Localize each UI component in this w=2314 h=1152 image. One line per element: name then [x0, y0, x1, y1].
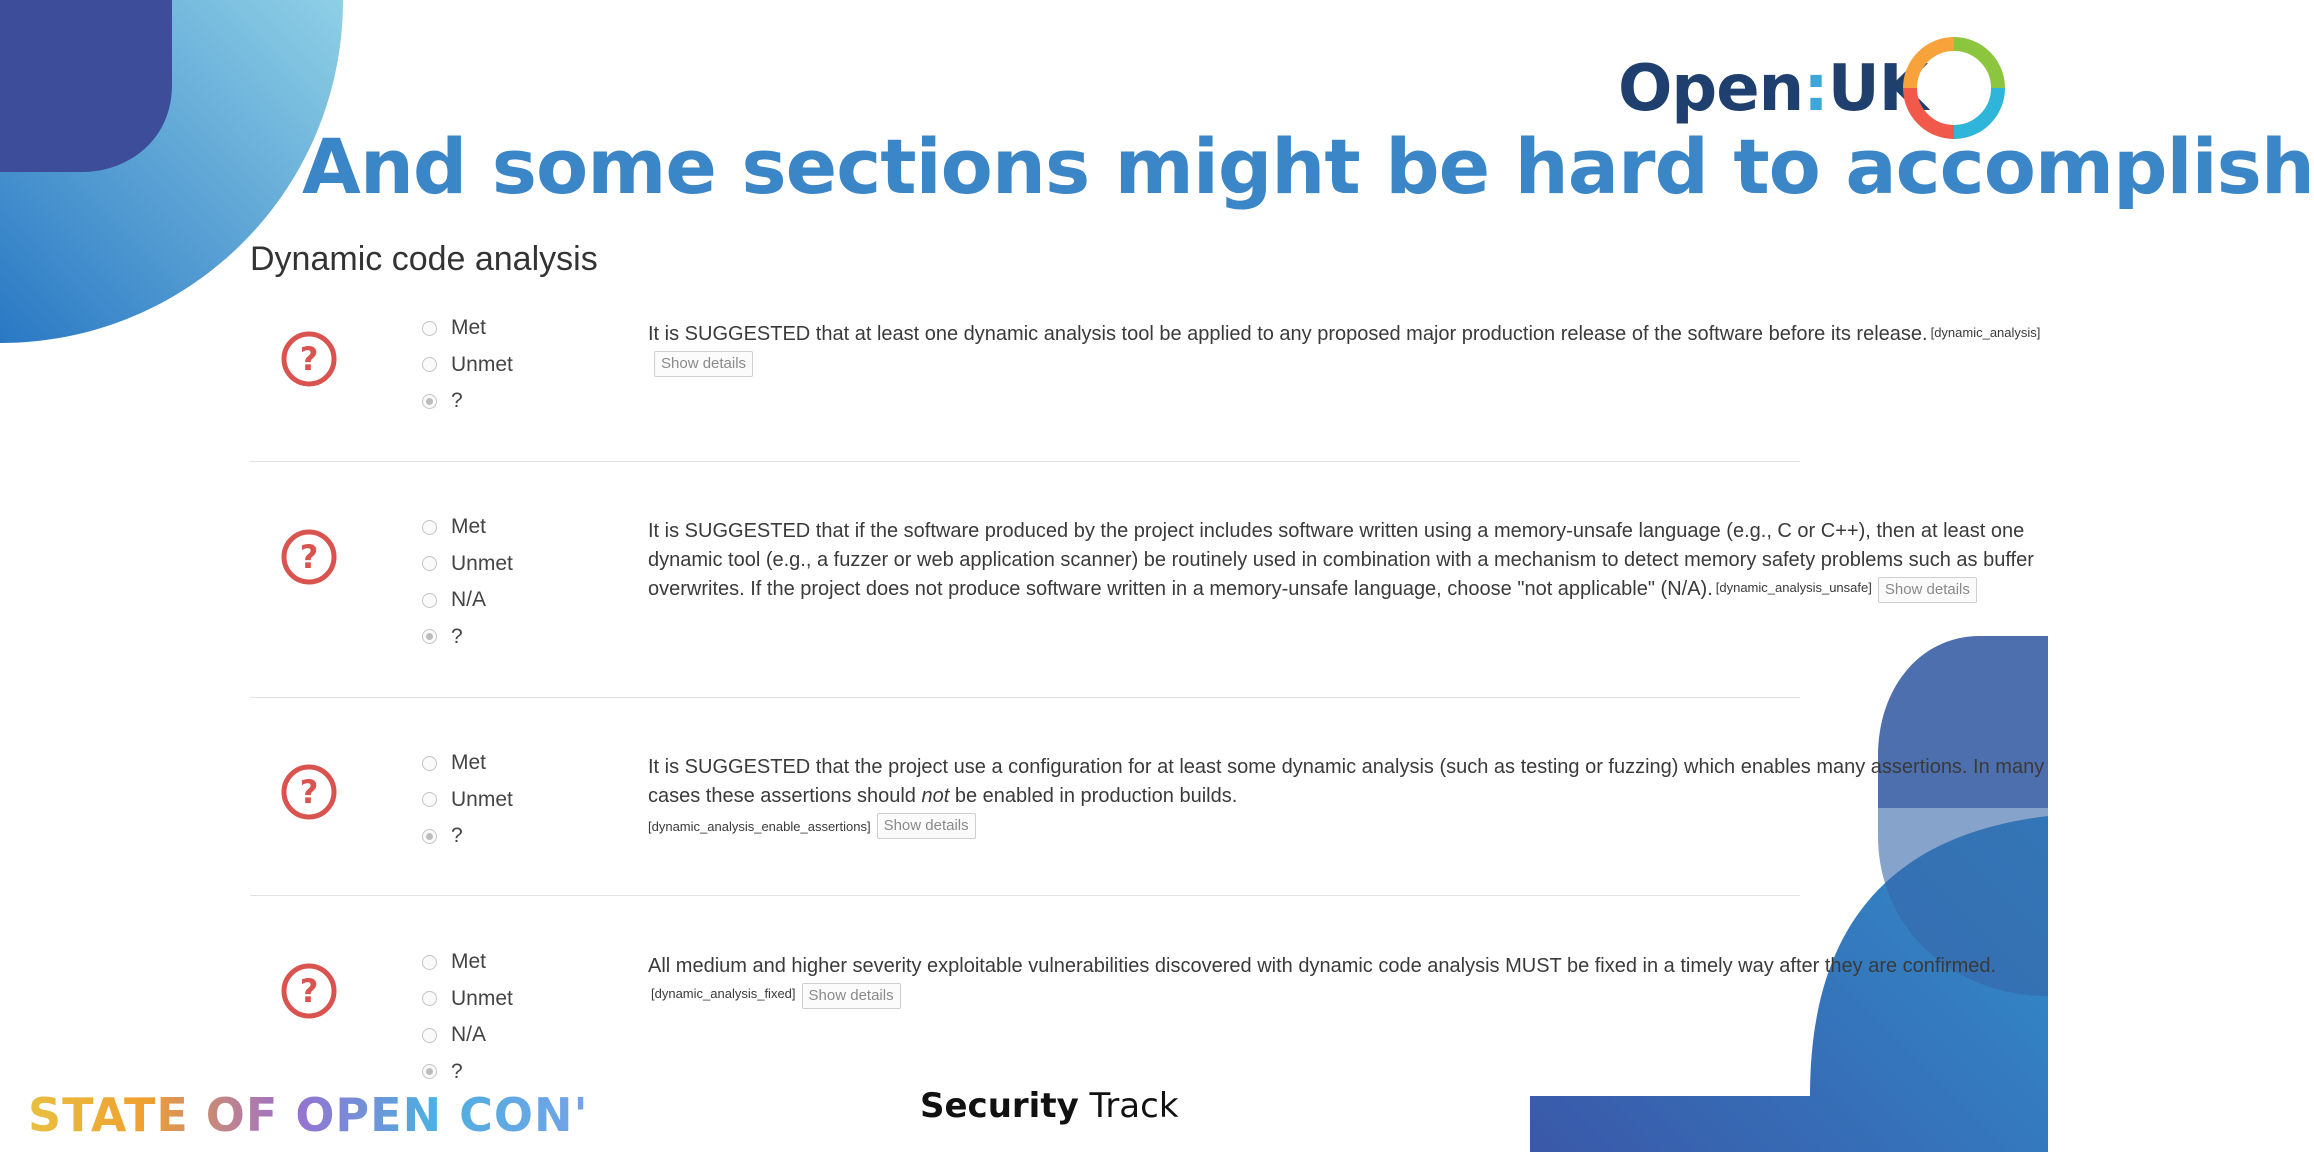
criterion-tag: [dynamic_analysis_enable_assertions]: [648, 819, 871, 834]
show-details-button[interactable]: Show details: [802, 983, 901, 1009]
radio-unmet[interactable]: [422, 357, 437, 372]
svg-text:?: ?: [299, 972, 319, 1010]
radio-met[interactable]: [422, 756, 437, 771]
slide-title: And some sections might be hard to accomplish: [302, 122, 2314, 211]
svg-text:?: ?: [299, 538, 319, 576]
radio-option-unmet[interactable]: Unmet: [422, 347, 513, 384]
criterion-divider: [250, 697, 1800, 698]
question-status-icon: [280, 528, 338, 586]
radio-option-unknown[interactable]: ?: [422, 383, 513, 420]
question-status-icon: [280, 330, 338, 388]
radio-option-na[interactable]: N/A: [422, 582, 513, 619]
radio-unknown[interactable]: [422, 1064, 437, 1079]
radio-unmet[interactable]: [422, 556, 437, 571]
radio-unknown[interactable]: [422, 629, 437, 644]
status-radio-group: [422, 509, 513, 655]
criterion-description: It is SUGGESTED that the project use a configuration for at least some dynamic analysis (such as testing or fuzzing) which enables many assertions. In many cases these assertions should not be enabled in production builds. [dynamic_analysis_enable_assertions] Show details: [648, 753, 2048, 841]
svg-text:?: ?: [299, 773, 319, 811]
track-label: Security Track: [920, 1086, 1179, 1126]
radio-met[interactable]: [422, 955, 437, 970]
criterion-tag: [dynamic_analysis_unsafe]: [1715, 580, 1872, 595]
criterion-tag: [dynamic_analysis_fixed]: [651, 986, 796, 1001]
radio-option-unknown[interactable]: ?: [422, 1054, 513, 1091]
logo-wordmark: Open:UK: [1618, 52, 1928, 126]
radio-option-met[interactable]: Met: [422, 944, 513, 981]
radio-option-unknown[interactable]: ?: [422, 619, 513, 656]
radio-met[interactable]: [422, 321, 437, 336]
conference-logo: [28, 1088, 672, 1142]
show-details-button[interactable]: Show details: [877, 813, 976, 839]
criterion-divider: [250, 895, 1800, 896]
criterion-tag: [dynamic_analysis]: [1930, 325, 2041, 340]
radio-na[interactable]: [422, 593, 437, 608]
status-radio-group: [422, 944, 513, 1090]
radio-unknown[interactable]: [422, 394, 437, 409]
status-radio-group: [422, 310, 513, 420]
radio-option-met[interactable]: Met: [422, 745, 513, 782]
status-radio-group: [422, 745, 513, 855]
radio-option-unmet[interactable]: Unmet: [422, 981, 513, 1018]
radio-unknown[interactable]: [422, 829, 437, 844]
radio-unmet[interactable]: [422, 792, 437, 807]
radio-unmet[interactable]: [422, 991, 437, 1006]
radio-option-unmet[interactable]: Unmet: [422, 546, 513, 583]
question-status-icon: [280, 763, 338, 821]
top-left-decoration: [0, 0, 350, 345]
criterion-dynamic-analysis-unsafe: [250, 509, 2034, 689]
radio-option-unknown[interactable]: ?: [422, 818, 513, 855]
radio-na[interactable]: [422, 1028, 437, 1043]
radio-option-met[interactable]: Met: [422, 310, 513, 347]
radio-option-na[interactable]: N/A: [422, 1017, 513, 1054]
criterion-dynamic-analysis: [250, 310, 2041, 460]
show-details-button[interactable]: Show details: [654, 351, 753, 377]
criterion-dynamic-analysis-fixed: [250, 944, 1997, 1094]
criterion-description: It is SUGGESTED that if the software produced by the project includes software written using a memory-unsafe language (e.g., C or C++), then at least one dynamic tool (e.g., a fuzzer or web application scanner) be routinely used in combination with a mechanism to detect memory safety problems such as buffer overwrites. If the project does not produce software written in a memory-unsafe language, choose "not applicable" (N/A). [dynamic_analysis_unsafe] Show details: [648, 517, 2048, 604]
svg-text:?: ?: [299, 340, 319, 378]
conference-name: STATE OF OPEN CON' 24: [28, 1088, 672, 1142]
radio-option-met[interactable]: Met: [422, 509, 513, 546]
show-details-button[interactable]: Show details: [1878, 577, 1977, 603]
criterion-description: It is SUGGESTED that at least one dynamic analysis tool be applied to any proposed major production release of the software before its release. [dynamic_analysis]Show details: [648, 320, 2048, 378]
criterion-description: All medium and higher severity exploitable vulnerabilities discovered with dynamic code analysis MUST be fixed in a timely way after they are confirmed.[dynamic_analysis_fixed] Show details: [648, 952, 2048, 1010]
criterion-divider: [250, 461, 1800, 462]
radio-option-unmet[interactable]: Unmet: [422, 782, 513, 819]
section-heading: Dynamic code analysis: [250, 240, 598, 278]
question-status-icon: [280, 962, 338, 1020]
radio-met[interactable]: [422, 520, 437, 535]
criterion-dynamic-analysis-enable-assertions: [250, 745, 2045, 895]
